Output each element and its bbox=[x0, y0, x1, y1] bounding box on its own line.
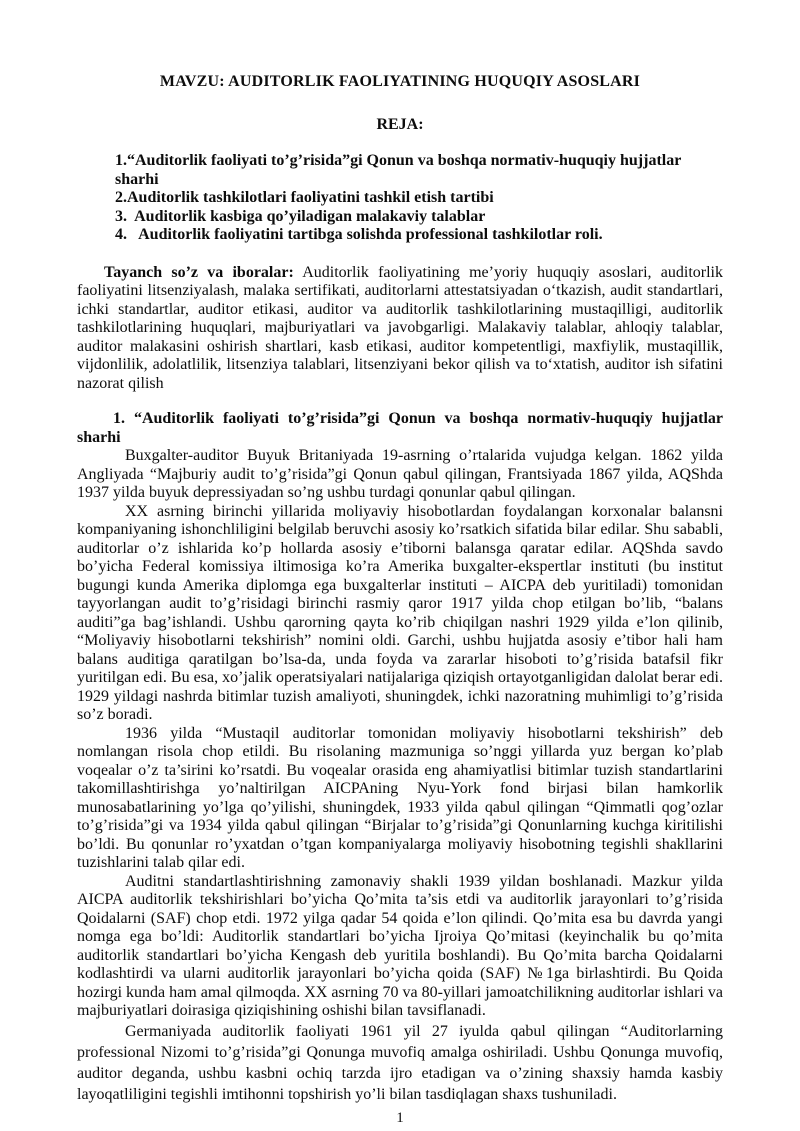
plan-item-2: 2.Auditorlik tashkilotlari faoliyatini tashkil etish tartibi bbox=[115, 189, 494, 206]
keywords-paragraph bbox=[77, 264, 723, 394]
paragraph-history-origin: Buxgalter-auditor Buyuk Britaniyada 19-asrning o’rtalarida vujudga kelgan. 1862 yilda Angliyada “Majburiy audit to’g’risida”gi Qonun qabul qilingan, Frantsiyada 1867 yilda, AQShda 1937 yilda buyuk depressiyadan so’ng ushbu turdagi qonunlar qabul qilingan. bbox=[77, 447, 723, 501]
paragraph-1936-brochure: 1936 yilda “Mustaqil auditorlar tomonidan moliyaviy hisobotlarni tekshirish” deb nomlangan risola chop etildi. Bu risolaning mazmuniga so’nggi yillarda yuz bergan ko’plab voqealar o’z ta’sirini ko’rsatdi. Bu voqealar orasida eng ahamiyatlisi bitimlar tuzish standartlarini takomillashtirishga yo’naltirilgan AICPAning Nyu-York fond birjasi bilan hamkorlik munosabatlarining yo’lga qo’yilishi, shuningdek, 1933 yilda qabul qilingan “Qimmatli qog’ozlar to’g’risida”gi va 1934 yilda qabul qilingan “Birjalar to’g’risida”gi Qonunlarning kuchga kiritilishi bo’ldi. Bu qonunlar ro’yxatdan o’tgan kompaniyalarga moliyaviy hisobotning tegishli shakllarini tuzishlarini talab qilar edi. bbox=[77, 724, 723, 871]
keywords-label: Tayanch so’z va iboralar: bbox=[104, 263, 294, 281]
plan-list bbox=[115, 152, 723, 245]
page-number: 1 bbox=[396, 1109, 404, 1126]
document-title: MAVZU: AUDITORLIK FAOLIYATINING HUQUQIY ASOSLARI bbox=[159, 73, 641, 90]
plan-item-4: 4. Auditorlik faoliyatini tartibga solishda professional tashkilotlar roli. bbox=[115, 226, 603, 243]
plan-item-3: 3. Auditorlik kasbiga qo’yiladigan malakaviy talablar bbox=[115, 207, 486, 225]
plan-heading: REJA: bbox=[376, 115, 424, 133]
paragraph-20th-century-balance-audit: XX asrning birinchi yillarida moliyaviy hisobotlardan foydalangan korxonalar balansni kompaniyaning ishonchliligini belgilab beruvchi asosiy ko’rsatkich sifatida bilar edilar. Shu sababli, auditorlar o’z ishlarida ko’p hollarda asosiy e’tiborni balansga qaratar edilar. AQShda savdo bo’yicha Federal komissiya iltimosiga ko’ra Amerika buxgalter-ekspertlar instituti (bu institut bugungi kunda Amerika diplomga ega buxgalterlar instituti – AICPA deb yuritiladi) tomonidan tayyorlangan audit to’g’risidagi birinchi rasmiy qaror 1917 yilda chop etilgan bo’lib, “balans auditi”ga bag’ishlandi. Ushbu qarorning qayta ko’rib chiqilgan nashri 1929 yilda e’lon qilinib, “Moliyaviy hisobotlarni tekshirish” nomini oldi. Garchi, ushbu hujjatda asosiy e’tibor hali ham balans auditiga qaratilgan bo’lsa-da, unda foyda va zararlar hisoboti to’g’risida batafsil fikr yuritilgan edi. Bu esa, xo’jalik operatsiyalari natijalariga qiziqish ortayotganligidan dalolat berar edi. 1929 yildagi nashrda bitimlar tuzish amaliyoti, shuningdek, ichki nazoratning muhimligi to’g’risida so’z boradi. bbox=[77, 502, 723, 723]
paragraph-audit-standardization: Auditni standartlashtirishning zamonaviy shakli 1939 yildan boshlanadi. Mazkur yilda AICPA auditorlik tekshirishlari bo’yicha Qo’mita ta’sis etdi va auditorlik jarayonlari to’g’risida Qoidalarni (SAF) chop etdi. 1972 yilga qadar 54 qoida e’lon qilindi. Qo’mita esa bu davrda yangi nomga ega bo’ldi: Auditorlik standartlari bo’yicha Ijroiya Qo’mitasi (keyinchalik bu qo’mita auditorlik standartlari bo’yicha Kengash deb yuritila boshlandi). Bu Qo’mita barcha Qoidalarni kodlashtirdi va ularni auditorlik jarayonlari bo’yicha qoida (SAF) №1ga birlashtirdi. Bu Qoida hozirgi kunda ham amal qilmoqda. XX asrning 70 va 80-yillari jamoatchilikning auditorlar ishlari va majburiyatlari doirasiga qiziqishining oshishi bilan tavsiflanadi. bbox=[77, 872, 723, 1019]
keywords-text: Auditorlik faoliyatining me’yoriy huquqiy asoslari, auditorlik faoliyatini litsenziyalash, malaka sertifikati, auditorlarni attestatsiyadan oʻtkazish, audit standartlari, ichki standartlar, auditor etikasi, auditor va auditorlik tashkilotlarining mustaqilligi, auditorlik tashkilotlarining huquqlari, majburiyatlari va javobgarligi. Malakaviy talablar, ahloqiy talablar, auditor malakasini oshirish shartlari, kasb etikasi, auditor kompetentligi, maxfiylik, mustaqillik, vijdonlilik, adolatlilik, litsenziya talablari, litsenziyani bekor qilish va toʻxtatish, auditor ish sifatini nazorat qilish bbox=[77, 263, 724, 392]
plan-item-1: 1.“Auditorlik faoliyati to’g’risida”gi Qonun va boshqa normativ-huquqiy hujjatlar sharhi bbox=[115, 152, 686, 188]
paragraph-germany-audit-law: Germaniyada auditorlik faoliyati 1961 yil 27 iyulda qabul qilingan “Auditorlarning professional Nizomi to’g’risida”gi Qonunga muvofiq amalga oshiriladi. Ushbu Qonunga muvofiq, auditor deganda, ushbu kasbni ochiq tarzda ijro etadigan va o’zining shaxsiy hamda kasbiy layoqatliligini tegishli imtihonni topshirish yo’li bilan tasdiqlagan shaxs tushuniladi. bbox=[77, 1022, 723, 1103]
section-heading: 1. “Auditorlik faoliyati to’g’risida”gi Qonun va boshqa normativ-huquqiy hujjatlar sharhi bbox=[77, 410, 723, 446]
